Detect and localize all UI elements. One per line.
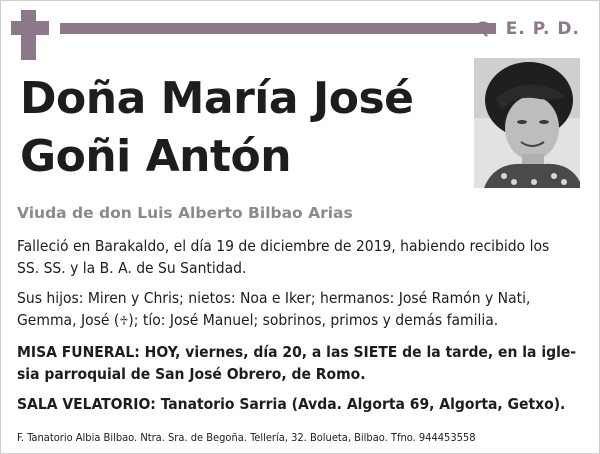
family-line1: Sus hijos: Miren y Chris; nietos: Noa e Iker; hermanos: José Ramón y Nati, — [17, 289, 531, 307]
family-line2-part1: Gemma, José ( — [17, 311, 120, 329]
portrait-image — [474, 58, 580, 188]
death-notice-paragraph — [17, 235, 585, 279]
header-band — [60, 23, 496, 34]
deceased-photo — [474, 58, 580, 188]
family-line2 — [17, 309, 585, 333]
family-line2-part2: ); tío: José Manuel; sobrinos, primos y demás familia. — [128, 311, 499, 329]
funeral-line2: sia parroquial de San José Obrero, de Romo. — [17, 365, 366, 383]
cross-icon-vertical — [21, 10, 36, 60]
deceased-name-line2: Goñi Antón — [20, 131, 292, 182]
funeral-line1: MISA FUNERAL: HOY, viernes, día 20, a las SIETE de la tarde, en la igle- — [17, 343, 577, 361]
cross-icon-horizontal — [11, 21, 49, 35]
wake-paragraph — [17, 393, 585, 415]
death-notice-line1: Falleció en Barakaldo, el día 19 de diciembre de 2019, habiendo recibido los — [17, 237, 550, 255]
funeral-mass-paragraph — [17, 341, 585, 385]
wake-line: SALA VELATORIO: Tanatorio Sarria (Avda. Algorta 69, Algorta, Getxo). — [17, 395, 566, 413]
qepd-label: Q. E. P. D. — [475, 19, 580, 39]
funeral-home-footer: F. Tanatorio Albia Bilbao. Ntra. Sra. de Begoña. Tellería, 32. Bolueta, Bilbao. Tfno. 944453558 — [17, 431, 476, 444]
deceased-name — [20, 70, 450, 186]
deceased-cross-icon: ♱ — [119, 314, 129, 329]
deceased-name-line1: Doña María José — [20, 73, 414, 124]
death-notice-line2: SS. SS. y la B. A. de Su Santidad. — [17, 259, 247, 277]
family-paragraph — [17, 287, 585, 333]
widow-of-line: Viuda de don Luis Alberto Bilbao Arias — [17, 204, 353, 222]
